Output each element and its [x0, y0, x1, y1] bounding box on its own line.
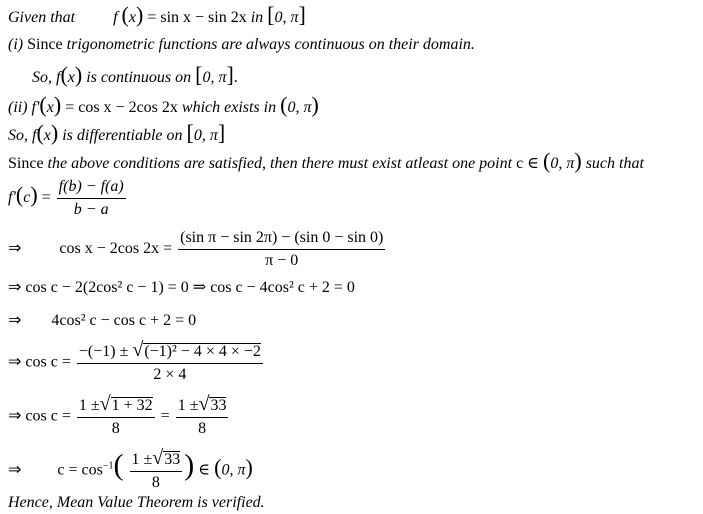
conditions-since: Since	[8, 155, 44, 172]
step-five-radicand-two: 33	[210, 397, 227, 414]
derivative-x: x	[46, 99, 54, 116]
step-six-numerator	[130, 447, 183, 472]
step-four-line	[8, 339, 265, 384]
step-five-lhs: cos c =	[25, 407, 71, 425]
variable-x: x	[128, 9, 136, 26]
differentiability-line: So, f(x) is differentiable on [0, π]	[8, 120, 226, 145]
step-five-num1-a: 1 ±	[78, 397, 100, 414]
differentiability-interval: 0, π	[193, 127, 218, 144]
step-six-lhs: c = cos	[57, 461, 103, 479]
condition-one-text-a: Since	[27, 36, 63, 53]
radical-icon: √	[99, 393, 111, 415]
step-six-exponent: −1	[102, 460, 114, 472]
conclusion-text: Hence, Mean Value Theorem is verified.	[8, 494, 265, 511]
function-name: f	[113, 9, 118, 26]
step-three-line	[8, 311, 196, 330]
differentiability-so: So,	[8, 127, 28, 144]
condition-one-line	[8, 36, 475, 54]
in-word: in	[250, 9, 264, 26]
continuity-rest: is continuous on	[86, 69, 192, 86]
step-four-lhs: cos c =	[25, 353, 71, 371]
mvt-c: c	[23, 189, 31, 207]
step-five-radicand-one: 1 + 32	[111, 397, 153, 414]
condition-one-text-b: trigonometric functions are always continuous on their domain.	[66, 36, 475, 53]
differentiability-f: f	[32, 127, 37, 144]
step-six-fraction	[130, 447, 183, 492]
implies-arrow: ⇒	[8, 351, 22, 371]
step-six-radicand: 33	[164, 451, 181, 468]
step-one-denominator: π − 0	[265, 252, 299, 269]
implies-arrow: ⇒	[8, 405, 22, 425]
conditions-such-that: such that	[585, 155, 644, 172]
step-two-line	[8, 278, 355, 297]
step-one-lhs: cos x − 2cos 2x =	[59, 240, 173, 258]
continuity-x: x	[67, 69, 75, 86]
conditions-text: the above conditions are satisfied, then there must exist atleast one point	[47, 155, 513, 172]
step-one-line	[8, 229, 387, 270]
step-four-num-a: −(−1) ±	[78, 343, 129, 360]
conditions-line: Since the above conditions are satisfied, then there must exist atleast one point c ∈ (0, π) such that	[8, 148, 644, 173]
mvt-fraction	[57, 178, 126, 219]
step-six-line: ⇒ $c = \cos^{-1}$( $\frac{1 \pm√33}{8}$ ) ∈ (0, π)	[8, 447, 253, 491]
derivative-definition: = cos x − 2cos 2x	[65, 99, 178, 116]
step-five-equals: =	[160, 407, 170, 425]
radical-icon: √	[132, 339, 144, 361]
function-definition: = sin x − sin 2x	[147, 9, 247, 26]
step-four-radicand: (−1)² − 4 × 4 × −2	[144, 343, 261, 360]
step-four-fraction	[77, 339, 263, 384]
interval: 0, π	[274, 9, 299, 26]
given-label: Given that	[8, 9, 76, 26]
step-one-numerator: (sin π − sin 2π) − (sin 0 − sin 0)	[178, 229, 385, 250]
step-four-denominator: 2 × 4	[153, 366, 187, 383]
mvt-denominator: b − a	[73, 201, 109, 218]
implies-arrow: ⇒	[8, 459, 22, 479]
step-five-denominator-two: 8	[198, 420, 207, 437]
continuity-line: So, f(x) is continuous on [0, π].	[32, 62, 238, 87]
conditions-interval: 0, π	[550, 155, 575, 172]
step-five-line	[8, 393, 230, 438]
step-three-text: 4cos² c − cos c + 2 = 0	[51, 312, 197, 329]
step-four-numerator	[77, 339, 263, 364]
mvt-numerator: f(b) − f(a)	[57, 178, 126, 199]
conditions-point: c ∈	[516, 155, 540, 172]
derivative-name: f'	[31, 99, 40, 116]
given-line: Given that f (x) = sin x − sin 2x in [0, π]	[8, 2, 306, 27]
conclusion-line	[8, 494, 265, 512]
condition-two-label: (ii)	[8, 99, 28, 116]
differentiability-x: x	[43, 127, 51, 144]
implies-arrow: ⇒	[8, 238, 22, 258]
step-five-fraction-one	[77, 393, 155, 438]
step-five-denominator-one: 8	[111, 420, 120, 437]
step-six-num-a: 1 ±	[131, 451, 153, 468]
derivative-exists-text: which exists in	[181, 99, 277, 116]
derivative-interval: 0, π	[287, 99, 312, 116]
step-five-num2-a: 1 ±	[177, 397, 199, 414]
radical-icon: √	[152, 447, 164, 469]
step-one-fraction	[178, 229, 385, 270]
radical-icon: √	[198, 393, 210, 415]
continuity-so: So,	[32, 69, 52, 86]
step-five-numerator-two	[176, 393, 229, 418]
step-six-denominator: 8	[151, 474, 160, 491]
condition-one-label: (i)	[8, 36, 24, 53]
condition-two-line: (ii) f'(x) = cos x − 2cos 2x which exists in (0, π)	[8, 92, 319, 117]
step-five-fraction-two	[176, 393, 229, 438]
step-six-interval: 0, π	[221, 461, 246, 479]
mvt-formula-line: f'(c) = $\frac{f(b) - f(a)}{b - a}$	[8, 178, 124, 218]
differentiability-rest: is differentiable on	[62, 127, 183, 144]
step-six-in: ∈	[198, 461, 211, 479]
mvt-lhs: f'	[8, 189, 16, 207]
step-five-numerator-one	[77, 393, 155, 418]
step-two-text: cos c − 2(2cos² c − 1) = 0 ⇒ cos c − 4cos² c + 2 = 0	[25, 279, 355, 296]
implies-arrow: ⇒	[8, 310, 22, 329]
continuity-interval: 0, π	[202, 69, 227, 86]
continuity-f: f	[56, 69, 61, 86]
implies-arrow: ⇒	[8, 277, 22, 296]
